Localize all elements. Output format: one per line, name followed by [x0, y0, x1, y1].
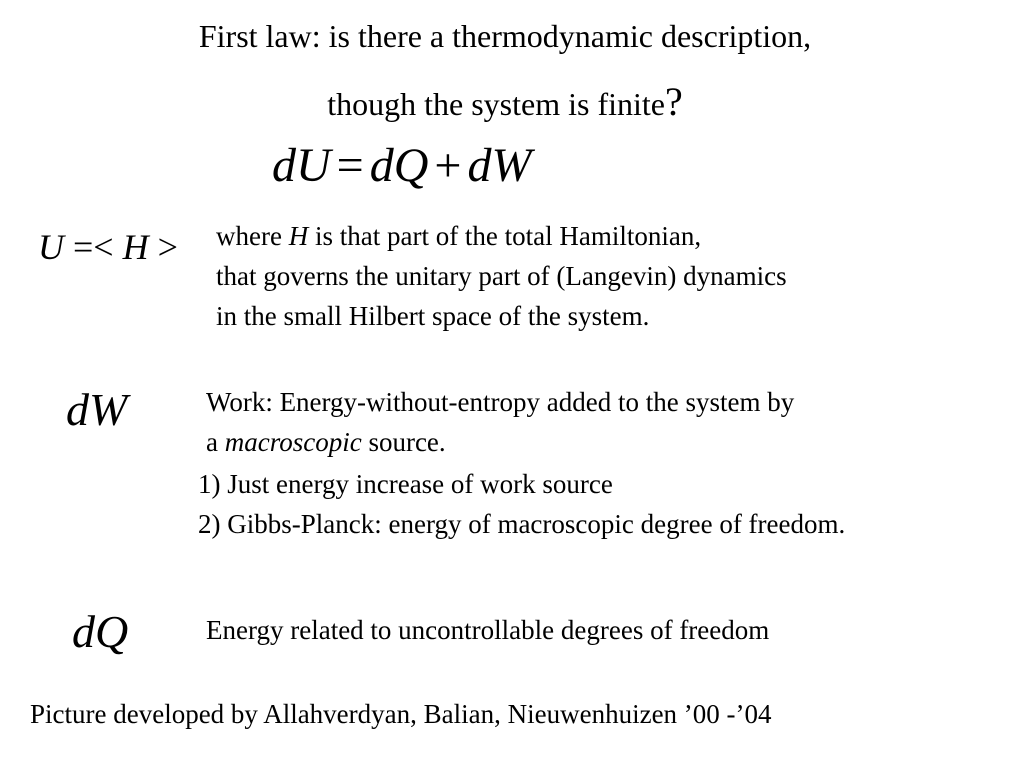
hamiltonian-line-3: in the small Hilbert space of the system. [216, 301, 650, 331]
work-symbol: dW [66, 384, 128, 435]
first-law-equation [272, 138, 531, 193]
work-definition-item: 1) Just energy increase of work source [198, 469, 613, 499]
work-definition-item: 2) Gibbs-Planck: energy of macroscopic degree of freedom. [198, 509, 846, 539]
title-line-2-text: though the system is finite [327, 86, 665, 122]
eq-dq: dQ [369, 139, 429, 192]
hamiltonian-line-1 [216, 216, 787, 256]
hamiltonian-line-1-pre: where [216, 221, 289, 251]
footer-credit: Picture developed by Allahverdyan, Balian, Nieuwenhuizen ’00 -’04 [30, 699, 772, 729]
eq-equals: = [336, 139, 364, 192]
hamiltonian-description [216, 216, 787, 336]
symbol-rel: =< [73, 227, 114, 267]
hamiltonian-line-2: that governs the unitary part of (Langevin) dynamics [216, 261, 787, 291]
work-definitions-list [198, 464, 845, 544]
symbol-u: U [38, 227, 64, 267]
title-line-2 [0, 78, 1010, 125]
internal-energy-symbol [38, 226, 178, 268]
symbol-close: > [157, 227, 178, 267]
eq-dw: dW [467, 139, 532, 192]
work-line-1: Work: Energy-without-entropy added to the system by [206, 387, 795, 417]
work-line-2-pre: a [206, 427, 225, 457]
work-description [206, 382, 794, 462]
symbol-h: H [122, 227, 149, 267]
heat-symbol: dQ [72, 606, 129, 657]
heat-description: Energy related to uncontrollable degrees of freedom [206, 615, 770, 645]
work-line-2-post: source. [361, 427, 446, 457]
title-line-1: First law: is there a thermodynamic description, [198, 18, 812, 54]
work-line-2-em: macroscopic [224, 427, 362, 457]
eq-plus: + [434, 139, 462, 192]
hamiltonian-line-1-h: H [288, 221, 309, 251]
eq-du: dU [272, 139, 331, 192]
title-question-mark: ? [664, 79, 683, 124]
hamiltonian-line-1-post: is that part of the total Hamiltonian, [308, 221, 702, 251]
work-line-2 [206, 422, 794, 462]
